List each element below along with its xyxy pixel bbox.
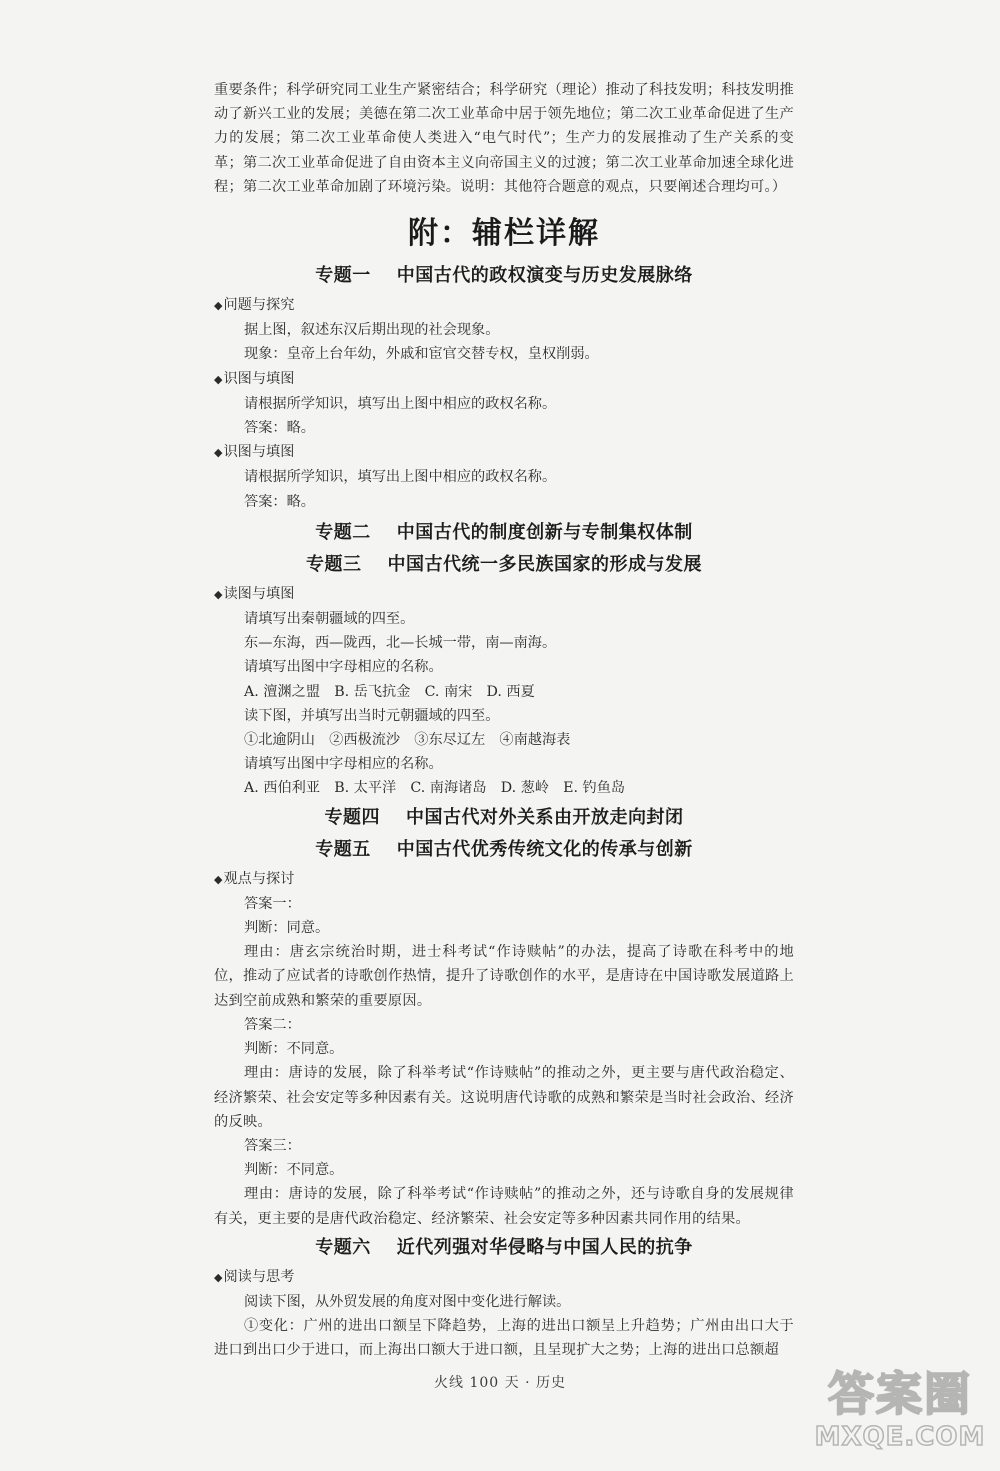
question-line: 请填写出图中字母相应的名称。 [244, 659, 443, 676]
section-heading-label: 观点与探讨 [223, 870, 295, 887]
section-heading [214, 440, 794, 465]
section-heading-label: 识图与填图 [223, 444, 295, 461]
topic-6-number: 专题六 [315, 1236, 371, 1258]
section-heading [214, 582, 794, 607]
watermark-logo [810, 1366, 990, 1466]
answer-line: ①北逾阴山 ②西极流沙 ③东尽辽左 ④南越海表 [244, 732, 571, 749]
section-heading [214, 867, 794, 892]
answer-line: A. 西伯利亚 B. 太平洋 C. 南海诸岛 D. 葱岭 E. 钓鱼岛 [244, 780, 626, 797]
topic-5-number: 专题五 [315, 838, 371, 860]
section-heading [214, 293, 794, 318]
intro-paragraph: 重要条件；科学研究同工业生产紧密结合；科学研究（理论）推动了科技发明；科技发明推动了新兴工业的发展；美德在第二次工业革命中居于领先地位；第二次工业革命促进了生产力的发展；第二次工业革命使人类进入“电气时代”；生产力的发展推动了生产关系的变革；第二次工业革命促进了自由资本主义向帝国主义的过渡；第二次工业革命加速全球化进程；第二次工业革命加剧了环境污染。说明：其他符合题意的观点，只要阐述合理均可。） [214, 82, 794, 195]
question-line: 据上图，叙述东汉后期出现的社会现象。 [244, 322, 500, 339]
question-line: 读下图，并填写出当时元朝疆域的四至。 [244, 707, 500, 724]
topic-3-number: 专题三 [306, 553, 362, 575]
reason-paragraph [214, 1061, 794, 1134]
answer-paragraph [214, 1314, 794, 1362]
page-footer: 火线 100 天 · 历史 [434, 1375, 566, 1391]
answer-label: 答案三： [244, 1137, 301, 1154]
judgement-line: 判断：不同意。 [244, 1162, 344, 1179]
diamond-bullet-icon: ◆ [214, 872, 223, 886]
section-heading-label: 读图与填图 [223, 585, 295, 602]
judgement-line: 判断：不同意。 [244, 1041, 344, 1058]
diamond-bullet-icon: ◆ [214, 299, 223, 313]
topic-6-title: 近代列强对华侵略与中国人民的抗争 [396, 1236, 693, 1258]
reason-text: 理由：唐诗的发展，除了科举考试“作诗赎帖”的推动之外，更主要与唐代政治稳定、经济繁荣、社会安定等多种因素有关。这说明唐代诗歌的成熟和繁荣是当时社会政治、经济的反映。 [214, 1065, 794, 1130]
question-line: 请填写出图中字母相应的名称。 [244, 756, 443, 773]
topic-3-title: 中国古代统一多民族国家的形成与发展 [387, 553, 702, 575]
answer-text: ①变化：广州的进出口额呈下降趋势，上海的进出口额呈上升趋势；广州由出口大于进口到出口少于进口，而上海出口额大于进口额，且呈现扩大之势；上海的进出口总额超 [214, 1318, 794, 1359]
answer-label: 答案二： [244, 1016, 301, 1033]
watermark-url: MXQE.COM [814, 1422, 986, 1452]
topic-4-number: 专题四 [324, 806, 380, 828]
reason-paragraph [214, 940, 794, 1013]
topic-5-heading [214, 835, 794, 865]
topic-2-number: 专题二 [315, 521, 371, 543]
question-line: 请根据所学知识，填写出上图中相应的政权名称。 [244, 395, 557, 412]
watermark-text: 答案圈 [828, 1367, 972, 1421]
topic-5-title: 中国古代优秀传统文化的传承与创新 [396, 838, 693, 860]
answer-line: 答案：略。 [244, 493, 315, 510]
answer-line: A. 澶渊之盟 B. 岳飞抗金 C. 南宋 D. 西夏 [244, 683, 535, 700]
topic-1-title: 中国古代的政权演变与历史发展脉络 [396, 265, 693, 287]
answer-line: 答案：略。 [244, 420, 315, 437]
section-heading-label: 识图与填图 [223, 370, 295, 387]
diamond-bullet-icon: ◆ [214, 446, 223, 460]
topic-2-heading [214, 518, 794, 548]
section-heading [214, 367, 794, 392]
section-heading-label: 问题与探究 [223, 297, 295, 314]
answer-label: 答案一： [244, 895, 301, 912]
question-line: 阅读下图，从外贸发展的角度对图中变化进行解读。 [244, 1293, 571, 1310]
diamond-bullet-icon: ◆ [214, 1270, 223, 1284]
topic-6-heading [214, 1233, 794, 1263]
page-title: 附：辅栏详解 [408, 216, 600, 252]
topic-1-heading [214, 261, 794, 291]
judgement-line: 判断：同意。 [244, 920, 330, 937]
reason-paragraph [214, 1182, 794, 1230]
topic-2-title: 中国古代的制度创新与专制集权体制 [396, 521, 693, 543]
topic-1-number: 专题一 [315, 265, 371, 287]
answer-line: 现象：皇帝上台年幼，外戚和宦官交替专权，皇权削弱。 [244, 346, 599, 363]
reason-text: 理由：唐玄宗统治时期，进士科考试“作诗赎帖”的办法，提高了诗歌在科考中的地位，推动了应试者的诗歌创作热情，提升了诗歌创作的水平，是唐诗在中国诗歌发展道路上达到空前成熟和繁荣的重要原因。 [214, 944, 794, 1009]
topic-3-heading [214, 550, 794, 580]
diamond-bullet-icon: ◆ [214, 587, 223, 601]
diamond-bullet-icon: ◆ [214, 372, 223, 386]
answer-line: 东—东海，西—陇西，北—长城一带，南—南海。 [244, 635, 557, 652]
question-line: 请根据所学知识，填写出上图中相应的政权名称。 [244, 469, 557, 486]
section-heading-label: 阅读与思考 [223, 1268, 295, 1285]
section-heading [214, 1265, 794, 1290]
topic-4-title: 中国古代对外关系由开放走向封闭 [406, 806, 684, 828]
question-line: 请填写出秦朝疆域的四至。 [244, 611, 415, 628]
topic-4-heading [214, 803, 794, 833]
reason-text: 理由：唐诗的发展，除了科举考试“作诗赎帖”的推动之外，还与诗歌自身的发展规律有关，更主要的是唐代政治稳定、经济繁荣、社会安定等多种因素共同作用的结果。 [214, 1186, 794, 1227]
